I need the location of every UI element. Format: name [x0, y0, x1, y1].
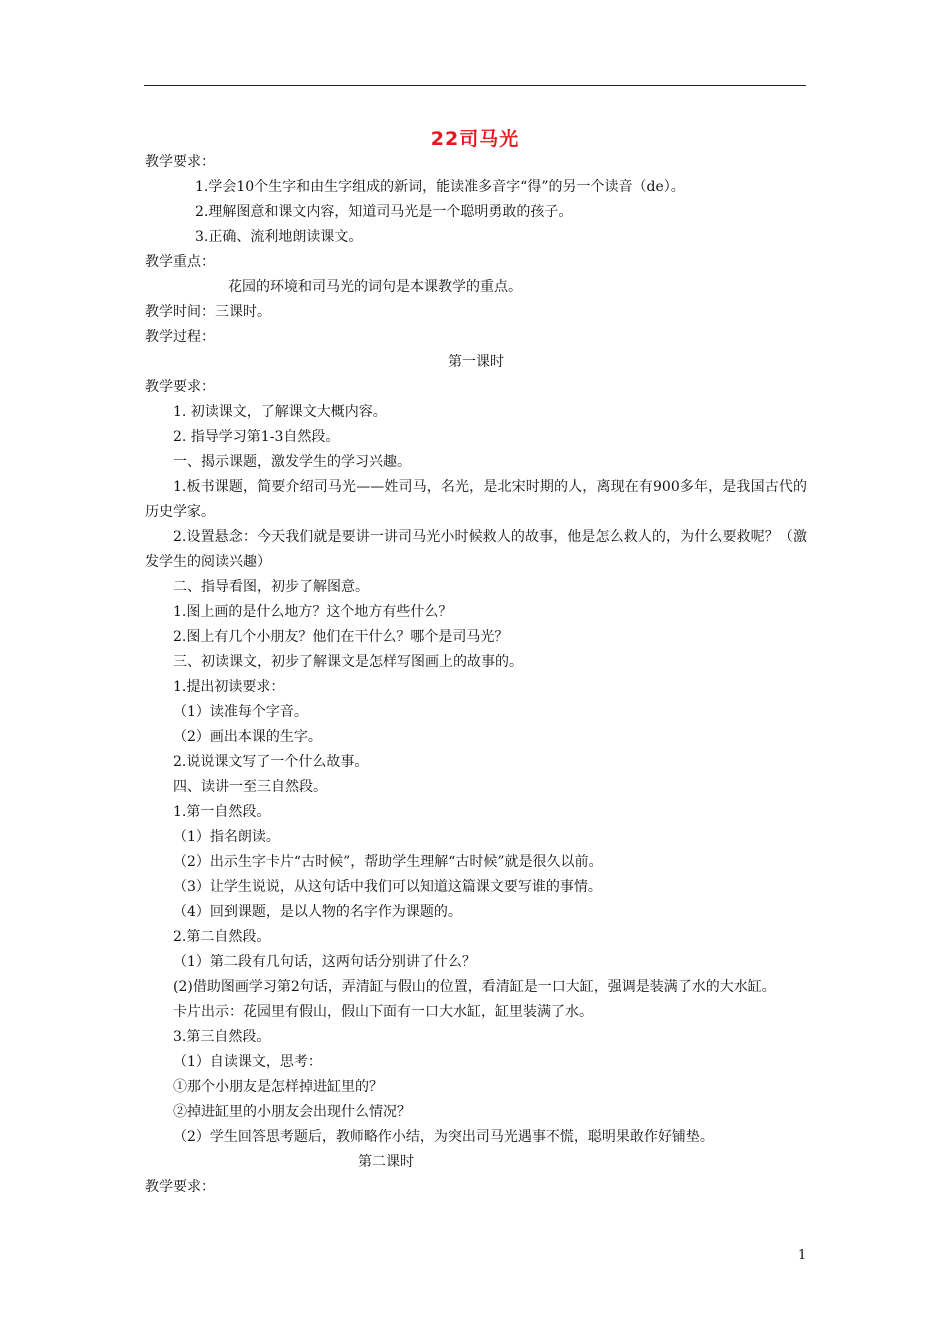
paragraph — [145, 975, 807, 1000]
section-heading: 教学要求： — [145, 154, 215, 170]
step-heading: 一、揭示课题，激发学生的学习兴趣。 — [173, 454, 411, 470]
list-item: （2）学生回答思考题后，教师略作小结，为突出司马光遇事不慌，聪明果敢作好铺垫。 — [173, 1129, 714, 1145]
paragraph — [145, 475, 807, 525]
lesson-heading: 第一课时 — [448, 354, 504, 370]
paragraph-text: 1.板书课题，简要介绍司马光——姓司马，名光，是北宋时期的人，离现在有900多年，是我国古代的历史学家。 — [145, 479, 807, 520]
list-item: （2）画出本课的生字。 — [173, 729, 322, 745]
list-item: （1）第二段有几句话，这两句话分别讲了什么？ — [173, 954, 476, 970]
page-number: 1 — [798, 1248, 807, 1263]
list-item: 2.理解图意和课文内容，知道司马光是一个聪明勇敢的孩子。 — [195, 204, 573, 220]
paragraph: 花园的环境和司马光的词句是本课教学的重点。 — [228, 279, 522, 295]
document-body — [145, 150, 807, 1200]
section-heading: 教学时间：三课时。 — [145, 304, 271, 320]
list-item: 卡片出示：花园里有假山，假山下面有一口大水缸，缸里装满了水。 — [173, 1004, 593, 1020]
list-item: ②掉进缸里的小朋友会出现什么情况？ — [173, 1104, 411, 1120]
list-item: 1.第一自然段。 — [173, 804, 271, 820]
list-item: （1）读准每个字音。 — [173, 704, 308, 720]
paragraph-text: (2)借助图画学习第2句话，弄清缸与假山的位置，看清缸是一口大缸，强调是装满了水的大水缸。 — [173, 979, 776, 995]
list-item: 1.图上画的是什么地方？这个地方有些什么？ — [173, 604, 453, 620]
list-item: 2.图上有几个小朋友？他们在干什么？哪个是司马光？ — [173, 629, 509, 645]
section-heading: 教学过程： — [145, 329, 215, 345]
step-heading: 四、读讲一至三自然段。 — [173, 779, 327, 795]
list-item: （4）回到课题，是以人物的名字作为课题的。 — [173, 904, 462, 920]
list-item: 2.说说课文写了一个什么故事。 — [173, 754, 369, 770]
step-heading: 二、指导看图，初步了解图意。 — [173, 579, 369, 595]
list-item: 2.第二自然段。 — [173, 929, 271, 945]
list-item: 2. 指导学习第1-3自然段。 — [173, 429, 340, 445]
paragraph — [145, 525, 807, 575]
list-item: （2）出示生字卡片“古时候”，帮助学生理解“古时候”就是很久以前。 — [173, 854, 603, 870]
list-item: （1）自读课文，思考： — [173, 1054, 322, 1070]
list-item: （1）指名朗读。 — [173, 829, 280, 845]
document-title: 22司马光 — [430, 128, 520, 150]
list-item: 1. 初读课文，了解课文大概内容。 — [173, 404, 387, 420]
list-item: 3.正确、流利地朗读课文。 — [195, 229, 363, 245]
lesson-heading: 第二课时 — [358, 1154, 414, 1170]
list-item: 3.第三自然段。 — [173, 1029, 271, 1045]
section-heading: 教学要求： — [145, 1179, 215, 1195]
list-item: （3）让学生说说，从这句话中我们可以知道这篇课文要写谁的事情。 — [173, 879, 602, 895]
section-heading: 教学要求： — [145, 379, 215, 395]
step-heading: 三、初读课文，初步了解课文是怎样写图画上的故事的。 — [173, 654, 523, 670]
paragraph-text: 2.设置悬念：今天我们就是要讲一讲司马光小时候救人的故事，他是怎么救人的，为什么要救呢？（激发学生的阅读兴趣） — [145, 529, 807, 570]
list-item: 1.提出初读要求： — [173, 679, 285, 695]
list-item: ①那个小朋友是怎样掉进缸里的？ — [173, 1079, 383, 1095]
header-rule — [144, 85, 806, 86]
list-item: 1.学会10个生字和由生字组成的新词，能读准多音字“得”的另一个读音（de）。 — [195, 179, 685, 195]
section-heading: 教学重点： — [145, 254, 215, 270]
